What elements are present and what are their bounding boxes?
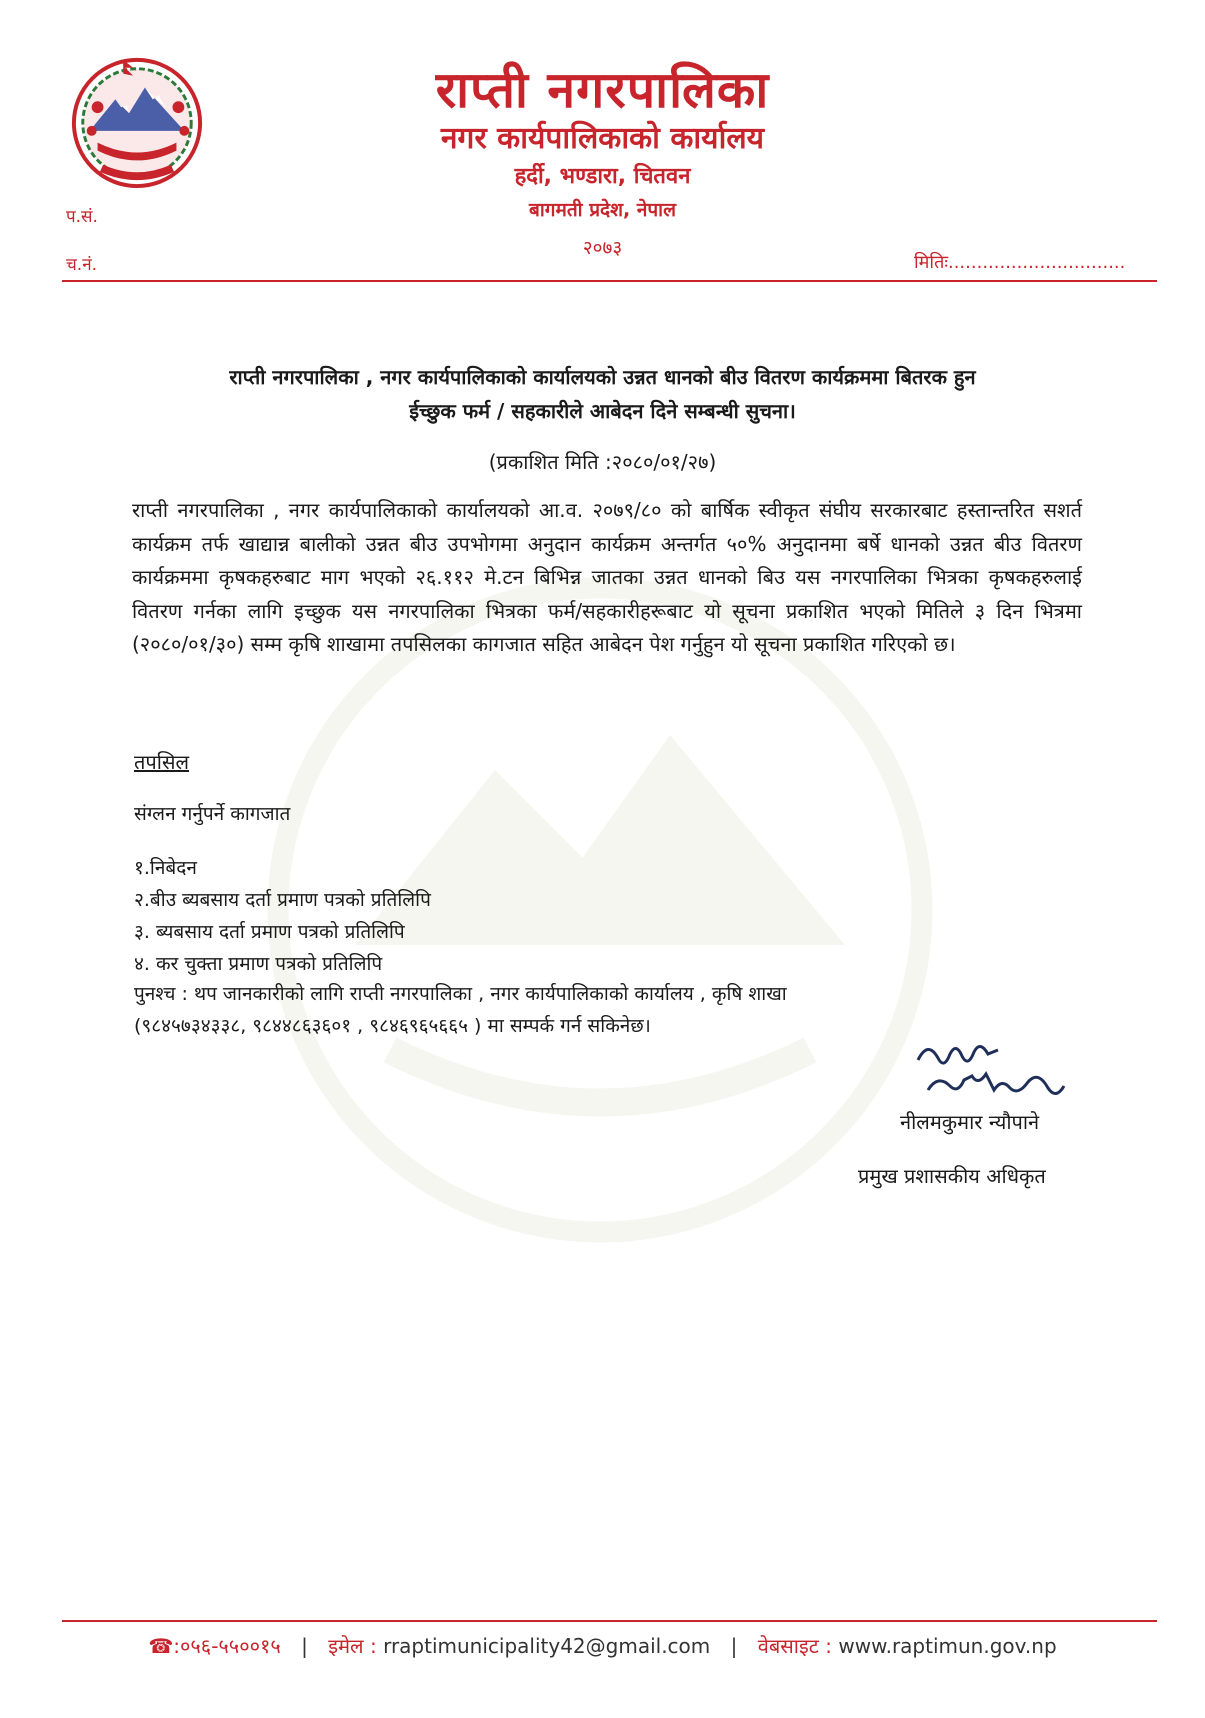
list-item: २.बीउ ब्यबसाय दर्ता प्रमाण पत्रको प्रतिलिपि: [134, 889, 431, 911]
dispatch-number-label: च.नं.: [66, 255, 98, 275]
notice-title: [120, 360, 1085, 428]
footer-divider: [62, 1620, 1157, 1622]
list-item: ३. ब्यबसाय दर्ता प्रमाण पत्रको प्रतिलिपि: [134, 921, 405, 943]
list-item: १.निबेदन: [134, 857, 197, 879]
footer-separator: |: [730, 1634, 738, 1658]
footer-separator: |: [301, 1634, 308, 1658]
required-documents-list: [134, 852, 431, 980]
signer-designation: प्रमुख प्रशासकीय अधिकृत: [858, 1164, 1046, 1188]
footer-website-label: वेबसाइट :: [757, 1634, 832, 1658]
notice-body: राप्ती नगरपालिका , नगर कार्यपालिकाको कार्यालयको आ.व. २०७९/८० को बार्षिक स्वीकृत संघीय सरकारबाट हस्तान्तरित सशर्त कार्यक्रम तर्फ खाद्यान्न बालीको उन्नत बीउ उपभोगमा अनुदान कार्यक्रम अन्तर्गत ५०% अनुदानमा बर्षे धानको उन्नत बीउ वितरण कार्यक्रममा कृषकहरुबाट माग भएको २६.११२ मे.टन बिभिन्न जातका उन्नत धानको बिउ यस नगरपालिका भित्रका कृषकहरुलाई वितरण गर्नका लागि इच्छुक यस नगरपालिका भित्रका फर्म/सहकारीहरूबाट यो सूचना प्रकाशित भएको मितिले ३ दिन भित्रमा (२०८०/०१/३०) सम्म कृषि शाखामा तपसिलका कागजात सहित आबेदन पेश गर्नुहुन यो सूचना प्रकाशित गरिएको छ।: [132, 498, 1082, 656]
publish-date: (प्रकाशित मिति :२०८०/०१/२७): [488, 450, 717, 474]
postscript-line-1: पुनश्च : थप जानकारीको लागि राप्ती नगरपालिका , नगर कार्यपालिकाको कार्यालय , कृषि शाखा: [134, 983, 787, 1005]
footer-email[interactable]: rraptimunicipality42@gmail.com: [383, 1634, 711, 1658]
phone-icon: ☎: [148, 1634, 174, 1658]
footer-website[interactable]: www.raptimun.gov.np: [838, 1634, 1057, 1658]
office-address: हर्दी, भण्डारा, चितवन: [514, 164, 691, 189]
established-year: २०७३: [582, 237, 623, 259]
signer-name: नीलमकुमार न्यौपाने: [900, 1110, 1040, 1134]
office-province: बागमती प्रदेश, नेपाल: [529, 199, 676, 221]
details-heading: तपसिल: [134, 750, 190, 774]
list-item: ४. कर चुक्ता प्रमाण पत्रको प्रतिलिपि: [134, 953, 383, 975]
required-documents-label: संग्लन गर्नुपर्ने कागजात: [134, 803, 291, 825]
footer-contact: [0, 1632, 1205, 1659]
header-divider: [62, 280, 1157, 282]
notice-title-line-2: ईच्छुक फर्म / सहकारीले आबेदन दिने सम्बन्धी सुचना।: [409, 399, 796, 423]
date-field: मितिः...............................: [914, 252, 1126, 273]
municipality-name: राप्ती नगरपालिका: [435, 61, 770, 119]
office-name: नगर कार्यपालिकाको कार्यालय: [440, 121, 765, 156]
footer-phone: :०५६-५५००१५: [173, 1634, 281, 1658]
footer-email-label: इमेल :: [328, 1634, 377, 1658]
notice-title-line-1: राप्ती नगरपालिका , नगर कार्यपालिकाको कार्यालयको उन्नत धानको बीउ वितरण कार्यक्रममा बितरक हुन: [229, 365, 976, 389]
letter-number-label: प.सं.: [66, 207, 98, 227]
postscript-line-2: (९८४५७३४३३८, ९८४४८६३६०१ , ९८४६९६५६६५ ) मा सम्पर्क गर्न सकिनेछ।: [134, 1015, 651, 1037]
